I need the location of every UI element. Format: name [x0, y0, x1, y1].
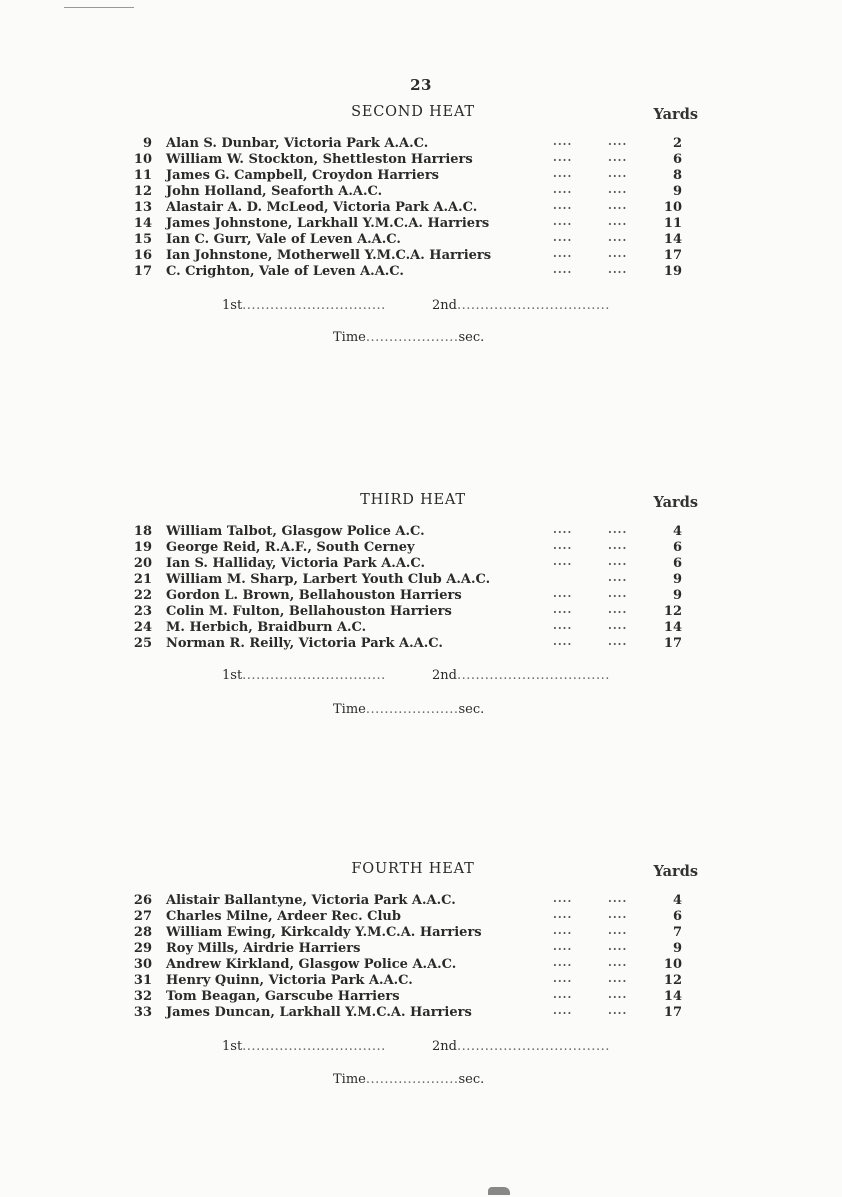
entry-number: 11 — [133, 168, 152, 183]
entry-yards: 17 — [663, 1005, 682, 1020]
entry-row: 23 Colin M. Fulton, Bellahouston Harriers .... .... 12 — [128, 604, 698, 620]
entry-number: 16 — [133, 248, 152, 263]
first-place-field: 1st............................... — [222, 1039, 386, 1054]
heat-title: THIRD HEAT — [360, 492, 466, 508]
entry-row: 15 Ian C. Gurr, Vale of Leven A.A.C. .... .... 14 — [128, 232, 698, 248]
entry-yards: 2 — [672, 136, 682, 151]
entry-yards: 12 — [663, 604, 682, 619]
yards-column-label: Yards — [653, 494, 698, 511]
entry-name: C. Crighton, Vale of Leven A.A.C. — [166, 264, 404, 279]
entry-number: 10 — [133, 152, 152, 167]
time-field: Time....................sec. — [333, 1072, 485, 1087]
entry-row: 21 William M. Sharp, Larbert Youth Club A.A.C. .... 9 — [128, 572, 698, 588]
entry-yards: 8 — [672, 168, 682, 183]
second-place-field: 2nd................................. — [432, 1039, 610, 1054]
entry-name: Henry Quinn, Victoria Park A.A.C. — [166, 973, 413, 988]
entry-row: 26 Alistair Ballantyne, Victoria Park A.A.C. .... .... 4 — [128, 893, 698, 909]
entry-yards: 6 — [672, 556, 682, 571]
entry-yards: 14 — [663, 620, 682, 635]
entry-name: James G. Campbell, Croydon Harriers — [166, 168, 439, 183]
entry-name: Gordon L. Brown, Bellahouston Harriers — [166, 588, 462, 603]
entry-number: 27 — [133, 909, 152, 924]
entry-number: 24 — [133, 620, 152, 635]
entry-yards: 6 — [672, 909, 682, 924]
entry-yards: 10 — [663, 200, 682, 215]
entry-row: 30 Andrew Kirkland, Glasgow Police A.A.C. .... .... 10 — [128, 957, 698, 973]
entry-yards: 4 — [672, 524, 682, 539]
entry-yards: 17 — [663, 636, 682, 651]
entry-row: 18 William Talbot, Glasgow Police A.C. .... .... 4 — [128, 524, 698, 540]
entry-number: 32 — [133, 989, 152, 1004]
entry-row: 12 John Holland, Seaforth A.A.C. .... .... 9 — [128, 184, 698, 200]
entry-name: Colin M. Fulton, Bellahouston Harriers — [166, 604, 452, 619]
entry-row: 31 Henry Quinn, Victoria Park A.A.C. .... .... 12 — [128, 973, 698, 989]
entry-number: 14 — [133, 216, 152, 231]
entry-number: 13 — [133, 200, 152, 215]
entry-list — [128, 136, 698, 280]
entry-name: Ian Johnstone, Motherwell Y.M.C.A. Harriers — [166, 248, 492, 263]
second-place-field: 2nd................................. — [432, 668, 610, 683]
entry-name: Alan S. Dunbar, Victoria Park A.A.C. — [166, 136, 429, 151]
entry-yards: 19 — [663, 264, 682, 279]
heat-title: SECOND HEAT — [351, 104, 475, 120]
entry-row: 10 William W. Stockton, Shettleston Harriers .... .... 6 — [128, 152, 698, 168]
entry-number: 30 — [133, 957, 152, 972]
entry-yards: 6 — [672, 152, 682, 167]
entry-name: Alastair A. D. McLeod, Victoria Park A.A.C. — [166, 200, 478, 215]
second-place-field: 2nd................................. — [432, 298, 610, 313]
entry-row: 13 Alastair A. D. McLeod, Victoria Park A.A.C. .... .... 10 — [128, 200, 698, 216]
entry-number: 22 — [133, 588, 152, 603]
entry-name: William M. Sharp, Larbert Youth Club A.A.C. — [166, 572, 491, 587]
entry-number: 29 — [133, 941, 152, 956]
entry-name: Andrew Kirkland, Glasgow Police A.A.C. — [166, 957, 457, 972]
entry-name: Charles Milne, Ardeer Rec. Club — [166, 909, 401, 924]
entry-list — [128, 524, 698, 652]
entry-row: 25 Norman R. Reilly, Victoria Park A.A.C. .... .... 17 — [128, 636, 698, 652]
entry-yards: 4 — [672, 893, 682, 908]
entry-row: 9 Alan S. Dunbar, Victoria Park A.A.C. .... .... 2 — [128, 136, 698, 152]
entry-name: Tom Beagan, Garscube Harriers — [166, 989, 400, 1004]
entry-number: 28 — [133, 925, 152, 940]
entry-number: 18 — [133, 524, 152, 539]
entry-name: Ian C. Gurr, Vale of Leven A.A.C. — [166, 232, 401, 247]
first-place-field: 1st............................... — [222, 668, 386, 683]
entry-name: Norman R. Reilly, Victoria Park A.A.C. — [166, 636, 443, 651]
entry-name: James Duncan, Larkhall Y.M.C.A. Harriers — [166, 1005, 472, 1020]
page-number: 23 — [410, 76, 432, 94]
time-field: Time....................sec. — [333, 702, 485, 717]
entry-name: James Johnstone, Larkhall Y.M.C.A. Harriers — [166, 216, 490, 231]
entry-number: 23 — [133, 604, 152, 619]
entry-name: William Talbot, Glasgow Police A.C. — [166, 524, 425, 539]
heat-title: FOURTH HEAT — [351, 861, 475, 877]
entry-number: 21 — [133, 572, 152, 587]
entry-number: 15 — [133, 232, 152, 247]
entry-yards: 9 — [672, 588, 682, 603]
entry-number: 19 — [133, 540, 152, 555]
entry-yards: 11 — [663, 216, 682, 231]
time-field: Time....................sec. — [333, 330, 485, 345]
yards-column-label: Yards — [653, 106, 698, 123]
entry-yards: 12 — [663, 973, 682, 988]
entry-name: Ian S. Halliday, Victoria Park A.A.C. — [166, 556, 426, 571]
entry-number: 26 — [133, 893, 152, 908]
entry-row: 29 Roy Mills, Airdrie Harriers .... .... 9 — [128, 941, 698, 957]
entry-number: 12 — [133, 184, 152, 199]
entry-yards: 9 — [672, 184, 682, 199]
entry-row: 19 George Reid, R.A.F., South Cerney .... .... 6 — [128, 540, 698, 556]
entry-name: George Reid, R.A.F., South Cerney — [166, 540, 415, 555]
entry-row: 22 Gordon L. Brown, Bellahouston Harriers .... .... 9 — [128, 588, 698, 604]
entry-yards: 17 — [663, 248, 682, 263]
entry-row: 20 Ian S. Halliday, Victoria Park A.A.C. .... .... 6 — [128, 556, 698, 572]
entry-number: 25 — [133, 636, 152, 651]
entry-yards: 7 — [672, 925, 682, 940]
entry-row: 28 William Ewing, Kirkcaldy Y.M.C.A. Harriers .... .... 7 — [128, 925, 698, 941]
entry-yards: 14 — [663, 989, 682, 1004]
entry-yards: 9 — [672, 572, 682, 587]
entry-name: William W. Stockton, Shettleston Harriers — [166, 152, 473, 167]
entry-yards: 14 — [663, 232, 682, 247]
entry-list — [128, 893, 698, 1021]
entry-name: M. Herbich, Braidburn A.C. — [166, 620, 367, 635]
entry-row: 32 Tom Beagan, Garscube Harriers .... .... 14 — [128, 989, 698, 1005]
entry-name: Roy Mills, Airdrie Harriers — [166, 941, 361, 956]
entry-yards: 10 — [663, 957, 682, 972]
entry-name: Alistair Ballantyne, Victoria Park A.A.C. — [166, 893, 456, 908]
entry-number: 31 — [133, 973, 152, 988]
entry-number: 17 — [133, 264, 152, 279]
entry-number: 9 — [142, 136, 152, 151]
entry-name: William Ewing, Kirkcaldy Y.M.C.A. Harriers — [166, 925, 482, 940]
entry-number: 20 — [133, 556, 152, 571]
yards-column-label: Yards — [653, 863, 698, 880]
entry-row: 33 James Duncan, Larkhall Y.M.C.A. Harriers .... .... 17 — [128, 1005, 698, 1021]
scan-mark-top — [64, 7, 134, 8]
entry-row: 11 James G. Campbell, Croydon Harriers .... .... 8 — [128, 168, 698, 184]
entry-number: 33 — [133, 1005, 152, 1020]
first-place-field: 1st............................... — [222, 298, 386, 313]
entry-row: 14 James Johnstone, Larkhall Y.M.C.A. Harriers .... .... 11 — [128, 216, 698, 232]
entry-row: 24 M. Herbich, Braidburn A.C. .... .... 14 — [128, 620, 698, 636]
entry-row: 16 Ian Johnstone, Motherwell Y.M.C.A. Harriers .... .... 17 — [128, 248, 698, 264]
entry-name: John Holland, Seaforth A.A.C. — [166, 184, 383, 199]
entry-yards: 9 — [672, 941, 682, 956]
entry-row: 17 C. Crighton, Vale of Leven A.A.C. .... .... 19 — [128, 264, 698, 280]
entry-row: 27 Charles Milne, Ardeer Rec. Club .... .... 6 — [128, 909, 698, 925]
entry-yards: 6 — [672, 540, 682, 555]
scan-mark-bottom — [488, 1187, 510, 1195]
